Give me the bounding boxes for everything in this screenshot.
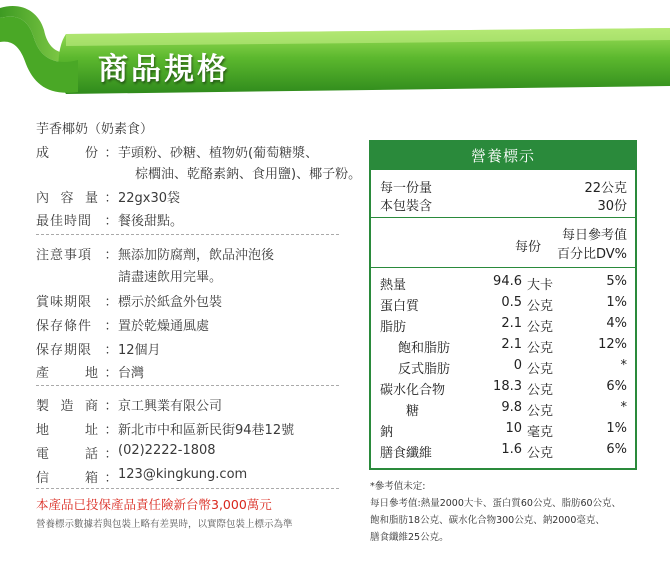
notes-value-line2: 請盡速飲用完畢。 [118, 270, 223, 285]
nutrient-unit: 公克 [527, 362, 554, 377]
nutrient-amount: 9.8 [501, 400, 522, 415]
nutrient-name: 膳食纖維 [380, 446, 433, 461]
nutrient-name: 反式脂肪 [398, 362, 451, 377]
nutrient-amount: 18.3 [493, 379, 522, 394]
spec-title: 商品規格 [98, 52, 230, 87]
storage-label: 保存條件 [36, 319, 93, 334]
nutrient-dv: * [620, 400, 627, 415]
address-row: 地 址 ： 新北市中和區新民街94巷12號 [36, 419, 294, 438]
nutrient-unit: 大卡 [527, 278, 554, 293]
nutrient-dv: 1% [606, 295, 627, 310]
phone-row: 電 話 ： (02)2222-1808 [36, 443, 216, 462]
divider [371, 267, 635, 268]
notes-label: 注意事項 [36, 248, 93, 263]
content-row: 內 容 量 ： 22gx30袋 [36, 187, 180, 206]
reference-notes [370, 478, 621, 546]
nutrient-unit: 公克 [527, 404, 554, 419]
shelf-value: 12個月 [118, 343, 161, 358]
divider [36, 234, 339, 235]
expiry-label: 賞味期限 [36, 295, 93, 310]
pack-value: 30份 [597, 199, 627, 214]
nutrition-facts [369, 140, 637, 470]
best-time-value: 餐後甜點。 [118, 214, 184, 229]
content-label: 內 容 量 [36, 191, 98, 206]
nutrient-dv: 4% [606, 316, 627, 331]
serving-value: 22公克 [584, 181, 627, 196]
nutrient-amount: 1.6 [501, 442, 522, 457]
nutrient-amount: 94.6 [493, 274, 522, 289]
best-time-label: 最佳時間 [36, 214, 93, 229]
content-value: 22gx30袋 [118, 191, 181, 206]
nutrient-dv: 1% [606, 421, 627, 436]
nutrient-unit: 公克 [527, 446, 554, 461]
email-row: 信 箱 ： 123@kingkung.com [36, 467, 248, 486]
ingredients-value-line1: 芋頭粉、砂糖、植物奶(葡萄糖漿、 [118, 146, 319, 161]
reference-line: 每日參考值:熱量2000大卡、蛋白質60公克、脂肪60公克、 [370, 498, 622, 509]
nutrient-name: 飽和脂肪 [398, 341, 451, 356]
insurance-notice: 本產品已投保產品責任險新台幣3,000萬元 [36, 497, 272, 512]
maker-row: 製 造 商 ： 京工興業有限公司 [36, 395, 222, 414]
nutrient-amount: 0.5 [501, 295, 522, 310]
divider [371, 217, 635, 218]
serving-label: 每一份量 [380, 181, 433, 196]
best-time-row: 最佳時間 ： 餐後甜點。 [36, 210, 183, 229]
nutrient-name: 蛋白質 [380, 299, 420, 314]
pack-label: 本包裝含 [380, 199, 433, 214]
nutrition-title: 營養標示 [371, 142, 635, 170]
product-name-text: 芋香椰奶（奶素食） [36, 122, 154, 137]
origin-row: 產 地 ： 台灣 [36, 362, 144, 381]
reference-line: 飽和脂肪18公克、碳水化合物300公克、鈉2000毫克、 [370, 515, 605, 526]
nutrient-unit: 公克 [527, 299, 554, 314]
spec-banner [0, 0, 670, 100]
nutrient-amount: 2.1 [501, 316, 522, 331]
daily-ref-header: 每日參考值 [561, 228, 627, 243]
nutrient-unit: 公克 [527, 320, 554, 335]
storage-row: 保存條件 ： 置於乾燥通風處 [36, 315, 209, 334]
ingredients-row: 成 份 ： 芋頭粉、砂糖、植物奶(葡萄糖漿、 [36, 142, 318, 161]
ingredients-label: 成 份 [36, 146, 98, 161]
nutrient-amount: 10 [505, 421, 522, 436]
nutrient-unit: 毫克 [527, 425, 554, 440]
nutrient-name: 鈉 [380, 425, 394, 440]
ingredients-row-2 [135, 163, 361, 182]
maker-value: 京工興業有限公司 [118, 399, 223, 414]
nutrient-dv: 6% [606, 379, 627, 394]
email-label: 信 箱 [36, 471, 98, 486]
product-name [36, 118, 153, 137]
email-value: 123@kingkung.com [118, 467, 248, 482]
reference-heading: *參考值未定: [370, 481, 426, 492]
origin-value: 台灣 [118, 366, 145, 381]
phone-value: (02)2222-1808 [118, 443, 216, 458]
per-serving-header: 每份 [515, 240, 542, 255]
phone-label: 電 話 [36, 447, 98, 462]
nutrient-amount: 2.1 [501, 337, 522, 352]
storage-value: 置於乾燥通風處 [118, 319, 210, 334]
notes-row-2 [118, 266, 222, 285]
maker-label: 製 造 商 [36, 399, 98, 414]
nutrient-name: 碳水化合物 [380, 383, 446, 398]
nutrient-name: 糖 [406, 404, 420, 419]
shelf-label: 保存期限 [36, 343, 93, 358]
nutrient-dv: * [620, 358, 627, 373]
address-value: 新北市中和區新民街94巷12號 [118, 423, 295, 438]
divider [36, 385, 339, 386]
ingredients-value-line2: 棕櫚油、乾酪素鈉、食用鹽)、椰子粉。 [135, 167, 362, 182]
nutrient-dv: 5% [606, 274, 627, 289]
notes-row: 注意事項 ： 無添加防腐劑，飲品沖泡後 [36, 244, 274, 263]
address-label: 地 址 [36, 423, 98, 438]
daily-ref-header-2: 百分比DV% [556, 247, 627, 262]
reference-line: 膳食纖維25公克。 [370, 532, 449, 543]
notes-value-line1: 無添加防腐劑，飲品沖泡後 [118, 248, 275, 263]
nutrient-name: 脂肪 [380, 320, 407, 335]
nutrient-dv: 12% [598, 337, 627, 352]
expiry-row: 賞味期限 ： 標示於紙盒外包裝 [36, 291, 222, 310]
expiry-value: 標示於紙盒外包裝 [118, 295, 223, 310]
nutrient-unit: 公克 [527, 383, 554, 398]
nutrient-dv: 6% [606, 442, 627, 457]
nutrient-unit: 公克 [527, 341, 554, 356]
divider [36, 488, 339, 489]
label-disclaimer: 營養標示數據若與包裝上略有差異時，以實際包裝上標示為準 [36, 519, 293, 530]
nutrient-amount: 0 [513, 358, 522, 373]
origin-label: 產 地 [36, 366, 98, 381]
shelf-row: 保存期限 ： 12個月 [36, 339, 161, 358]
nutrient-name: 熱量 [380, 278, 407, 293]
